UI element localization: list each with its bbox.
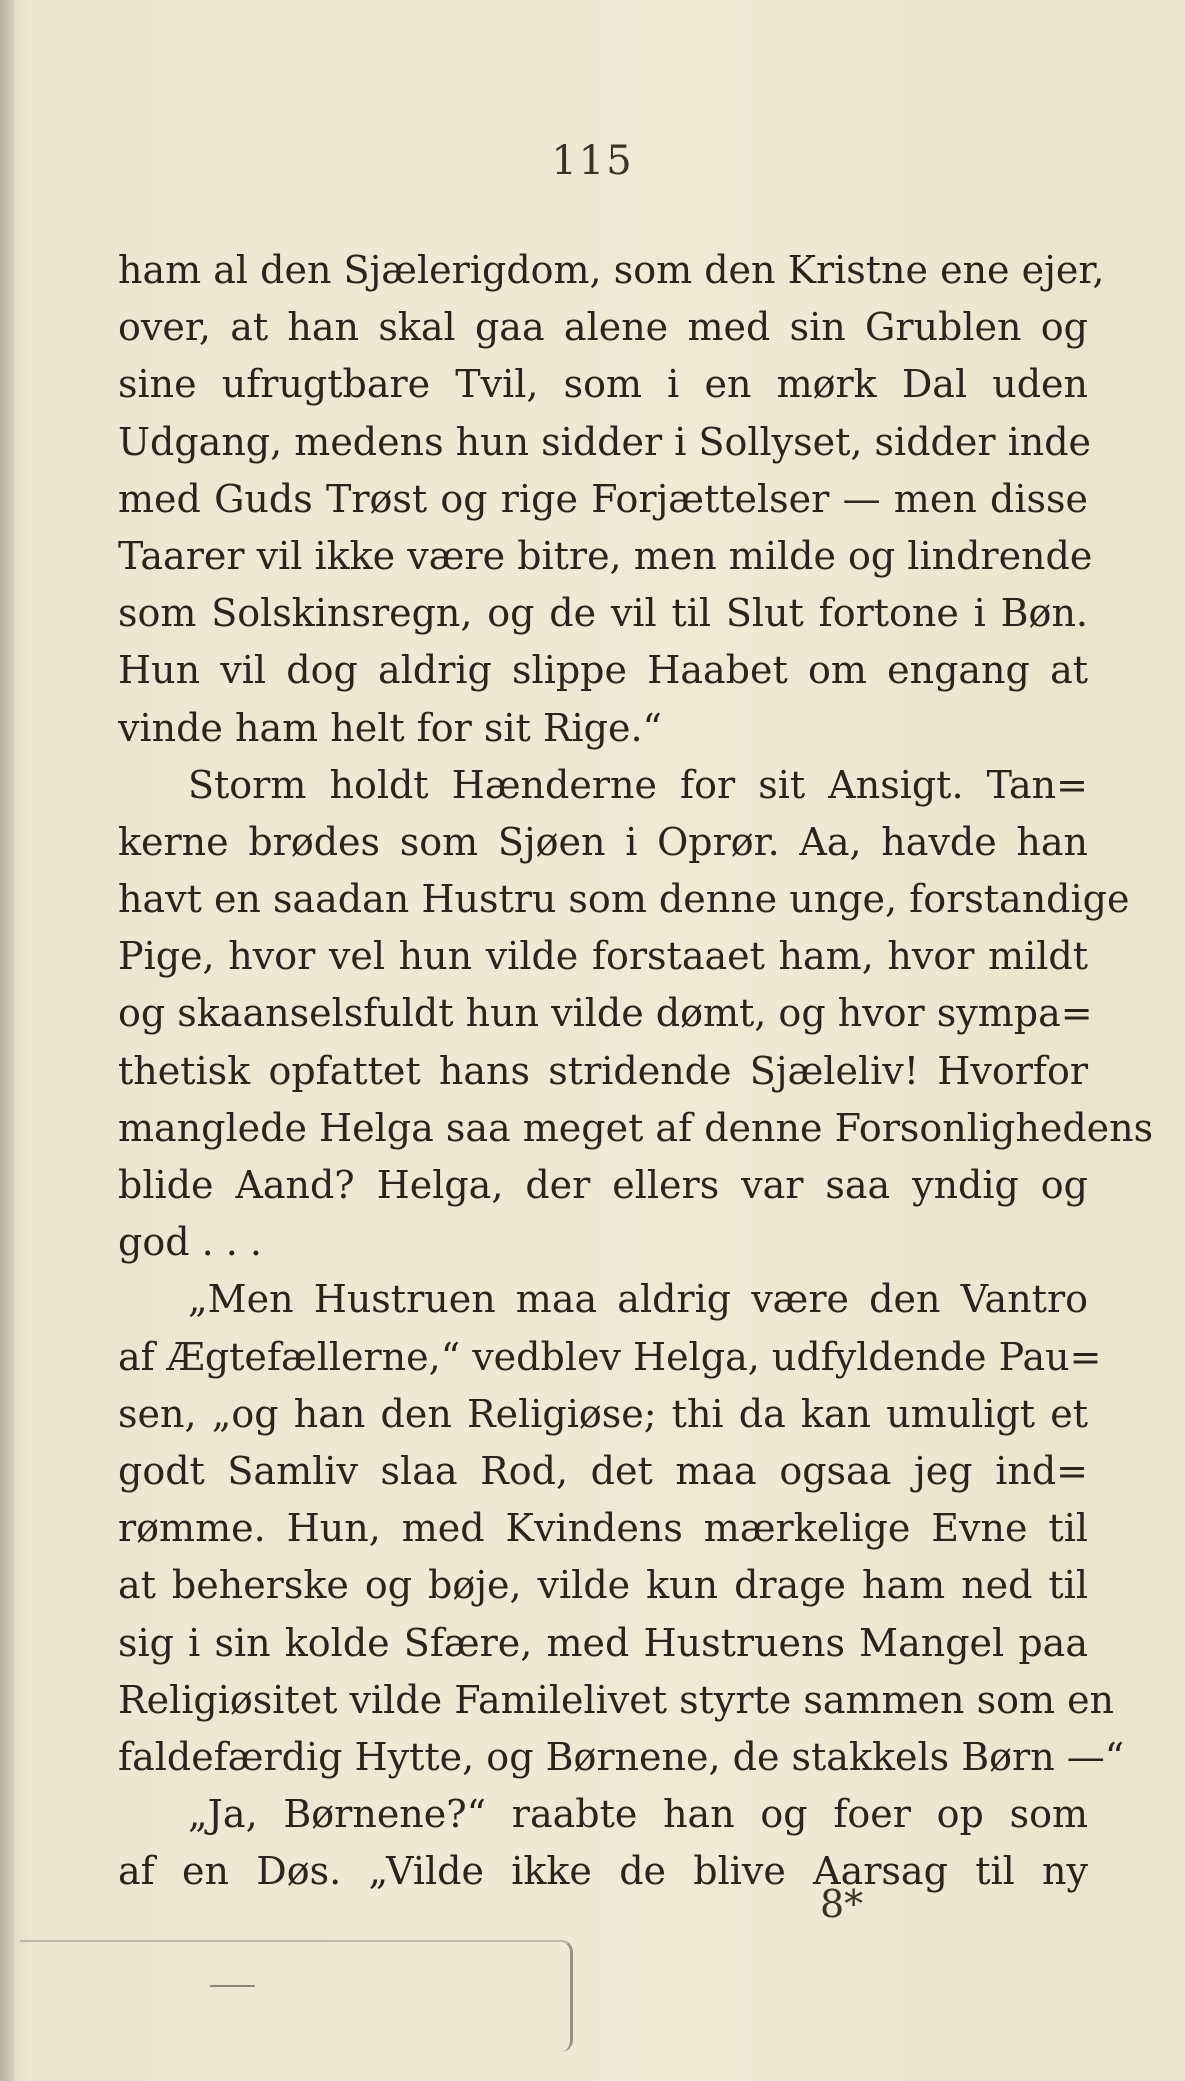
text-line: thetisk opfattet hans stridende Sjæleliv! Hvorfor: [118, 1048, 1088, 1093]
text-line: at beherske og bøje, vilde kun drage ham ned til: [118, 1563, 1088, 1608]
text-line: Hun vil dog aldrig slippe Haabet om engang at: [118, 648, 1088, 693]
text-line: og skaanselsfuldt hun vilde dømt, og hvor sympa=: [118, 991, 1093, 1036]
text-line: faldefærdig Hytte, og Børnene, de stakkels Børn —“: [118, 1734, 1125, 1779]
text-line: sig i sin kolde Sfære, med Hustruens Mangel paa: [118, 1620, 1088, 1665]
page-edge-tab: [20, 1940, 573, 2052]
signature-mark: 8*: [820, 1882, 864, 1926]
text-line: blide Aand? Helga, der ellers var saa yndig og: [118, 1163, 1088, 1207]
text-line: af en Døs. „Vilde ikke de blive Aarsag til ny: [118, 1849, 1088, 1894]
text-line: vinde ham helt for sit Rige.“: [118, 705, 662, 750]
page-number: 115: [551, 138, 634, 184]
text-line: sen, „og han den Religiøse; thi da kan umuligt et: [118, 1391, 1088, 1436]
text-line: Pige, hvor vel hun vilde forstaaet ham, hvor mildt: [118, 934, 1088, 979]
text-line: manglede Helga saa meget af denne Forsonlighedens: [118, 1105, 1154, 1150]
text-line: rømme. Hun, med Kvindens mærkelige Evne til: [118, 1506, 1088, 1551]
text-line: sine ufrugtbare Tvil, som i en mørk Dal uden: [118, 362, 1088, 407]
page-edge-mark: [210, 1985, 255, 1987]
text-line: „Men Hustruen maa aldrig være den Vantro: [188, 1277, 1088, 1322]
text-line: Taarer vil ikke være bitre, men milde og lindrende: [118, 533, 1093, 578]
text-line: godt Samliv slaa Rod, det maa ogsaa jeg ind=: [118, 1448, 1088, 1493]
text-line: god . . .: [118, 1220, 263, 1265]
text-line: som Solskinsregn, og de vil til Slut fortone i Bøn.: [118, 591, 1088, 636]
text-line: med Guds Trøst og rige Forjættelser — men disse: [118, 476, 1088, 521]
text-line: „Ja, Børnene?“ raabte han og foer op som: [188, 1792, 1088, 1837]
text-line: over, at han skal gaa alene med sin Grublen og: [118, 305, 1088, 350]
text-line: af Ægtefællerne,“ vedblev Helga, udfyldende Pau=: [118, 1334, 1102, 1379]
page-spine-shadow: [0, 0, 14, 2081]
text-line: Religiøsitet vilde Familelivet styrte sammen som en: [118, 1677, 1115, 1722]
text-line: ham al den Sjælerigdom, som den Kristne ene ejer,: [118, 248, 1105, 292]
text-line: havt en saadan Hustru som denne unge, forstandige: [118, 877, 1130, 922]
text-line: kerne brødes som Sjøen i Oprør. Aa, havde han: [118, 819, 1088, 864]
text-line: Storm holdt Hænderne for sit Ansigt. Tan=: [188, 762, 1088, 807]
text-line: Udgang, medens hun sidder i Sollyset, sidder inde: [118, 419, 1092, 464]
body-text: [118, 242, 1154, 1900]
